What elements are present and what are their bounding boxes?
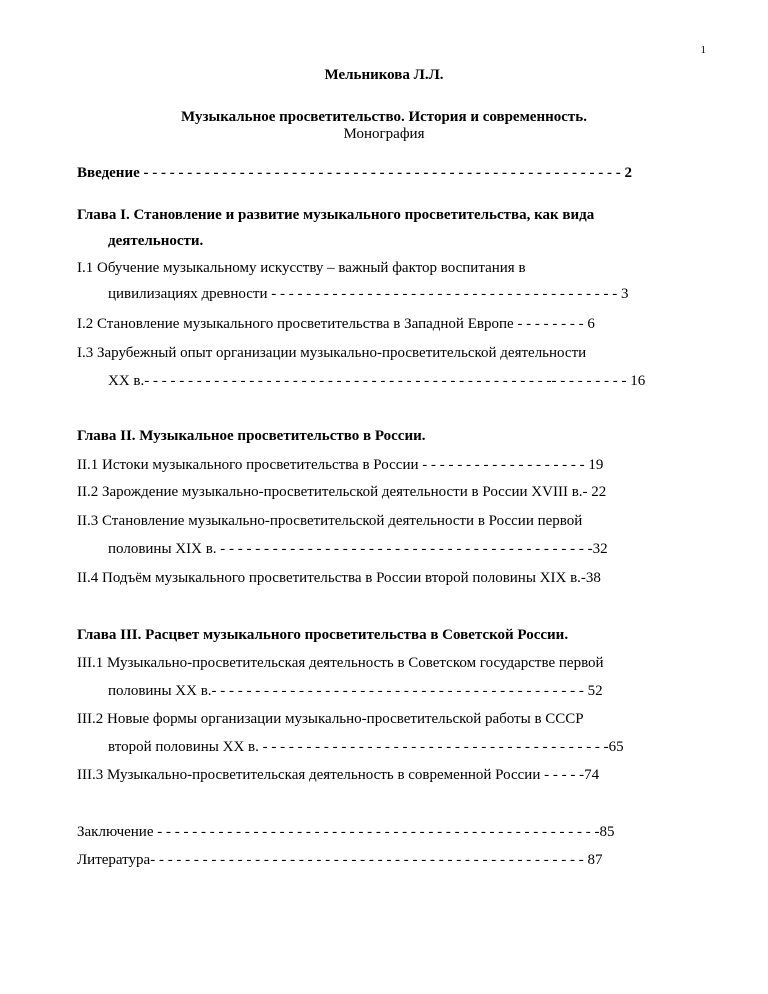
toc-entry-1-3-cont: XX в.- - - - - - - - - - - - - - - - - - - - - - - - - - - - - - - - - - - - - - - - - - - - - - -- - - - - - - - - 16 (108, 373, 646, 389)
toc-entry-1-1: I.1 Обучение музыкальному искусству – важный фактор воспитания в (77, 260, 526, 276)
toc-entry-3-2-cont: второй половины XX в. - - - - - - - - - - - - - - - - - - - - - - - - - - - - - - - - - - - - - - - -65 (108, 739, 624, 755)
toc-entry-2-3: II.3 Становление музыкально-просветительской деятельности в России первой (77, 513, 583, 529)
toc-entry-3-2: III.2 Новые формы организации музыкально-просветительской работы в СССР (77, 711, 584, 727)
toc-entry-1-2: I.2 Становление музыкального просветительства в Западной Европе - - - - - - - - 6 (77, 316, 595, 332)
toc-entry-3-1-cont: половины XX в.- - - - - - - - - - - - - - - - - - - - - - - - - - - - - - - - - - - - - - - - - - - 52 (108, 683, 603, 699)
author-name: Мельникова Л.Л. (324, 67, 444, 83)
toc-entry-2-3-cont: половины XIX в. - - - - - - - - - - - - - - - - - - - - - - - - - - - - - - - - - - - - - - - - - - -32 (108, 541, 608, 557)
toc-chapter-2-heading: Глава II. Музыкальное просветительство в России. (77, 428, 426, 444)
toc-chapter-1-heading-cont: деятельности. (108, 233, 204, 249)
toc-entry-2-2: II.2 Зарождение музыкально-просветительской деятельности в России XVIII в.- 22 (77, 484, 607, 500)
toc-entry-conclusion: Заключение - - - - - - - - - - - - - - - - - - - - - - - - - - - - - - - - - - - - - - - - - - - - - - - - - - -85 (77, 824, 615, 840)
toc-chapter-3-heading: Глава III. Расцвет музыкального просветительства в Советской России. (77, 627, 569, 643)
toc-entry-3-3: III.3 Музыкально-просветительская деятельность в современной России - - - - -74 (77, 767, 600, 783)
toc-entry-1-3: I.3 Зарубежный опыт организации музыкально-просветительской деятельности (77, 345, 587, 361)
page-number: 1 (700, 44, 706, 56)
toc-entry-3-1: III.1 Музыкально-просветительская деятельность в Советском государстве первой (77, 655, 604, 671)
toc-chapter-1-heading: Глава I. Становление и развитие музыкального просветительства, как вида (77, 207, 595, 223)
toc-entry-2-4: II.4 Подъём музыкального просветительства в России второй половины XIX в.-38 (77, 570, 601, 586)
document-subtitle: Монография (343, 126, 425, 142)
toc-entry-2-1: II.1 Истоки музыкального просветительства в России - - - - - - - - - - - - - - - - - - - 19 (77, 457, 604, 473)
toc-entry-introduction: Введение - - - - - - - - - - - - - - - - - - - - - - - - - - - - - - - - - - - - - - - - - - - - - - - - - - - - - - - 2 (77, 165, 632, 181)
toc-entry-1-1-cont: цивилизациях древности - - - - - - - - - - - - - - - - - - - - - - - - - - - - - - - - - - - - - - - - 3 (108, 286, 629, 302)
toc-entry-literature: Литература- - - - - - - - - - - - - - - - - - - - - - - - - - - - - - - - - - - - - - - - - - - - - - - - - - 87 (77, 852, 603, 868)
document-title: Музыкальное просветительство. История и современность. (181, 109, 587, 125)
